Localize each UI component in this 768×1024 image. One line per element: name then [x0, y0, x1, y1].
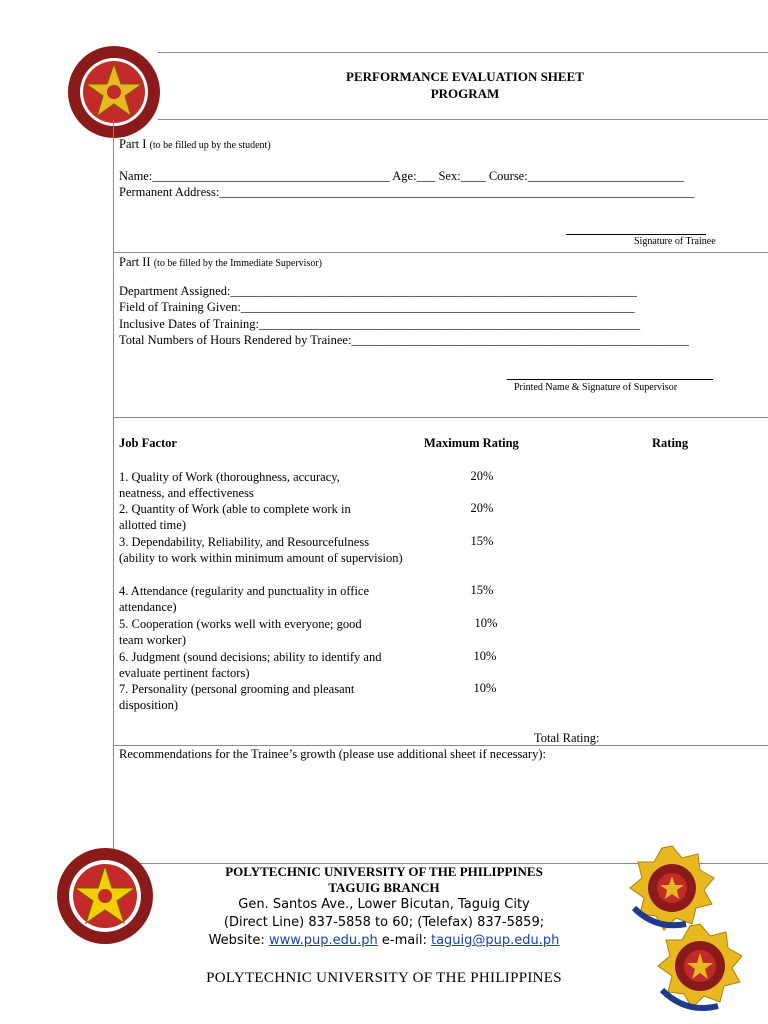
footer-branch: TAGUIG BRANCH — [328, 880, 440, 895]
table-row-max: 10% — [473, 681, 497, 695]
pup-seal-logo — [66, 44, 162, 140]
page-title: PERFORMANCE EVALUATION SHEET — [346, 69, 584, 84]
col-rating: Rating — [652, 436, 689, 450]
footer-university-bottom: POLYTECHNIC UNIVERSITY OF THE PHILIPPINES — [206, 970, 562, 986]
table-row-max: 10% — [474, 616, 498, 630]
table-row-factor: 5. Cooperation (works well with everyone; good team worker) — [119, 617, 362, 647]
footer-university: POLYTECHNIC UNIVERSITY OF THE PHILIPPINES — [225, 864, 543, 879]
table-row-factor: 1. Quality of Work (thoroughness, accuracy, neatness, and effectiveness — [119, 470, 340, 500]
supervisor-signature-label: Printed Name & Signature of Supervisor — [514, 382, 678, 393]
table-row-max: 20% — [470, 501, 494, 515]
part2-heading: Part II (to be filled by the Immediate Supervisor) — [119, 255, 323, 269]
total-rating-label: Total Rating: — [534, 731, 600, 745]
website-link[interactable]: www.pup.edu.ph — [268, 933, 378, 948]
footer-phones: (Direct Line) 837-5858 to 60; (Telefax) 837-5859; — [223, 915, 545, 930]
table-row-factor: 7. Personality (personal grooming and pleasant disposition) — [119, 682, 355, 712]
email-link[interactable]: taguig@pup.edu.ph — [430, 933, 560, 948]
name-field[interactable]: Name:______________________________________ Age:___ Sex:____ Course:_________________________ — [119, 169, 684, 183]
centennial-badge-icon-2 — [652, 920, 748, 1016]
table-row-max: 10% — [473, 649, 497, 663]
department-field[interactable]: Department Assigned:_________________________________________________________________ — [119, 284, 637, 298]
hours-field[interactable]: Total Numbers of Hours Rendered by Trainee:______________________________________________________ — [119, 333, 689, 347]
table-row-max: 15% — [470, 583, 494, 597]
col-maximum-rating: Maximum Rating — [424, 436, 519, 450]
table-row-factor: 6. Judgment (sound decisions; ability to identify and evaluate pertinent factors) — [119, 650, 382, 680]
field-of-training-field[interactable]: Field of Training Given:_______________________________________________________________ — [119, 300, 635, 314]
page-subtitle: PROGRAM — [430, 86, 500, 101]
dates-field[interactable]: Inclusive Dates of Training:_____________________________________________________________ — [119, 317, 641, 331]
pup-taguig-seal-logo — [55, 846, 155, 946]
recommendations-label: Recommendations for the Trainee’s growth (please use additional sheet if necessary): — [119, 747, 546, 761]
table-row-factor: 4. Attendance (regularity and punctuality in office attendance) — [119, 584, 370, 614]
table-row-max: 20% — [470, 469, 494, 483]
part1-heading: Part I (to be filled up by the student) — [119, 137, 271, 151]
trainee-signature-label: Signature of Trainee — [634, 236, 716, 247]
table-row-factor: 2. Quantity of Work (able to complete work in allotted time) — [119, 502, 351, 532]
address-field[interactable]: Permanent Address:____________________________________________________________________________ — [119, 185, 695, 199]
footer-contact: Website: www.pup.edu.ph e-mail: taguig@pup.edu.ph — [208, 933, 560, 948]
col-job-factor: Job Factor — [119, 436, 177, 450]
footer-address: Gen. Santos Ave., Lower Bicutan, Taguig City — [238, 897, 530, 912]
table-row-max: 15% — [470, 534, 494, 548]
table-row-factor: 3. Dependability, Reliability, and Resourcefulness (ability to work within minimum amount of supervision) — [119, 535, 403, 565]
